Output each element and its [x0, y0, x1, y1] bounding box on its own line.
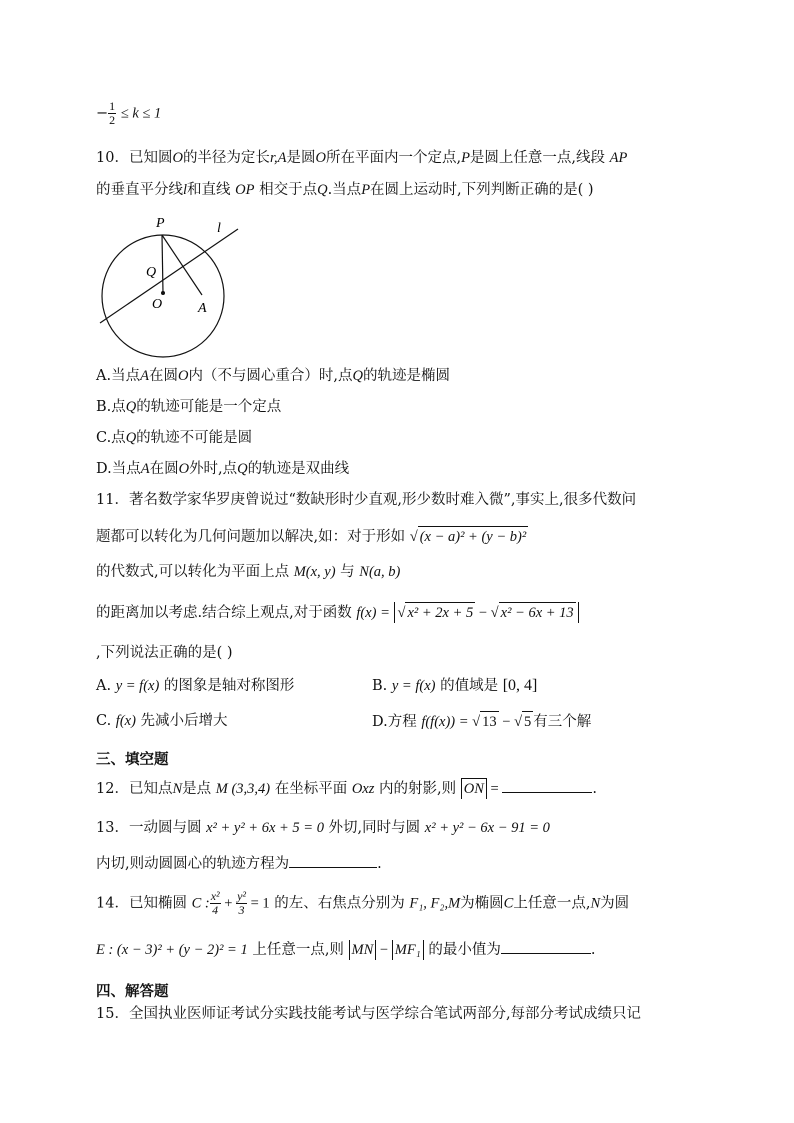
- text: 的轨迹不可能是圆: [136, 430, 253, 446]
- period: .: [592, 781, 597, 797]
- inequality: ≤ k ≤ 1: [120, 105, 162, 122]
- fraction-denominator: 3: [238, 903, 245, 917]
- function-f: f(x) =: [356, 605, 390, 621]
- var: O: [178, 461, 190, 477]
- equals-one: = 1: [247, 895, 270, 912]
- sqrt-5: 5: [522, 711, 533, 732]
- var: ,M: [444, 895, 461, 912]
- abs-MF1: MF₁: [392, 940, 424, 960]
- segment-OP: [162, 235, 163, 293]
- text: 的半径为定长: [182, 150, 270, 166]
- text: A.: [96, 678, 116, 694]
- text: 的轨迹是双曲线: [247, 461, 350, 477]
- var: A: [140, 461, 150, 477]
- text: 和直线: [187, 182, 236, 198]
- text: ,下列说法正确的是( ): [96, 645, 233, 661]
- var: r: [269, 150, 274, 166]
- var: O: [172, 150, 183, 166]
- plus: +: [220, 895, 237, 912]
- radical-sign: √: [490, 605, 499, 621]
- fraction-y: [236, 890, 247, 917]
- text: B.点: [96, 399, 126, 415]
- sqrt-a: x² + 2x + 5: [405, 602, 475, 623]
- text: 是圆上任意一点,线段: [469, 150, 610, 166]
- q10-option-b: [96, 397, 281, 417]
- math: y = f(x): [391, 678, 436, 694]
- text: 相交于点: [254, 182, 318, 198]
- text: D.方程: [372, 714, 422, 730]
- text: 内（不与圆心重合）时,点: [188, 368, 353, 384]
- radical-sign: √: [514, 714, 523, 730]
- center-point: [161, 291, 165, 295]
- line-l: [100, 229, 238, 323]
- math: f(x): [115, 713, 136, 729]
- text: 内切,则动圆圆心的轨迹方程为: [96, 856, 290, 872]
- point-M: M (3,3,4): [215, 781, 271, 797]
- fraction-numerator: y²: [237, 889, 246, 903]
- var: N: [172, 781, 183, 797]
- text: 的距离加以考虑.结合综上观点,对于函数: [96, 605, 357, 621]
- var: AP: [609, 150, 628, 166]
- fraction-denominator: 2: [109, 113, 116, 127]
- radical-sign: √: [409, 529, 418, 545]
- q15-line-1: [96, 1004, 641, 1024]
- radical-sign: √: [472, 714, 481, 730]
- circle-equation-1: x² + y² + 6x + 5 = 0: [206, 820, 324, 836]
- q11-option-b: [372, 676, 537, 696]
- text: 与: [335, 564, 360, 580]
- circle-equation-2: x² + y² − 6x − 91 = 0: [424, 820, 550, 836]
- text: 所在平面内一个定点,: [325, 150, 462, 166]
- q11-option-d: [372, 711, 591, 732]
- minus-sign: −: [475, 605, 491, 621]
- text: 的值域是: [435, 678, 503, 694]
- absolute-value: [394, 602, 578, 623]
- q11-line-2: [96, 526, 528, 547]
- text: 15．全国执业医师证考试分实践技能考试与医学综合笔试两部分,每部分考试成绩只记: [96, 1006, 642, 1022]
- text: 13．一动圆与圆: [96, 820, 207, 836]
- var: O: [315, 150, 326, 166]
- answer-blank[interactable]: [502, 792, 592, 793]
- sqrt-b: x² − 6x + 13: [499, 602, 576, 623]
- text: C.点: [96, 430, 126, 446]
- q13-line-2: [96, 854, 382, 874]
- text: 在圆上运动时,下列判断正确的是( ): [370, 182, 594, 198]
- minus-sign: −: [376, 942, 392, 958]
- text: 的垂直平分线: [96, 182, 183, 198]
- var: Q: [352, 368, 364, 384]
- label-P: P: [156, 216, 165, 231]
- text: 上任意一点,: [513, 895, 591, 912]
- q11-line-5: [96, 643, 233, 663]
- text: 题都可以转化为几何问题加以解决,如：对于形如: [96, 529, 410, 545]
- text: D.当点: [96, 461, 141, 477]
- var: P: [361, 182, 371, 198]
- math: y = f(x): [115, 678, 160, 694]
- var: Q: [237, 461, 248, 477]
- q10-option-c: [96, 428, 252, 448]
- period: .: [590, 942, 596, 958]
- text: 的左、右焦点分别为: [269, 895, 410, 912]
- fraction-x: [210, 890, 221, 917]
- q10-line-2: [96, 180, 594, 200]
- answer-blank[interactable]: [289, 867, 377, 868]
- fraction-numerator: x²: [210, 889, 220, 903]
- text: 11．著名数学家华罗庚曾说过“数缺形时少直观,形少数时难入微”,事实上,很多代数问: [96, 492, 637, 508]
- abs-MN: MN: [349, 940, 377, 960]
- var: Q: [125, 399, 137, 415]
- text: 的代数式,可以转化为平面上点: [96, 564, 294, 580]
- text: 10．已知圆: [96, 150, 173, 166]
- q11-line-3: [96, 562, 400, 582]
- text: 先减小后增大: [135, 713, 228, 729]
- q14-line-1: [96, 890, 629, 917]
- answer-blank[interactable]: [501, 953, 591, 954]
- point-N: N(a, b): [359, 564, 401, 580]
- text: 的最小值为: [423, 942, 501, 958]
- var: l: [183, 182, 188, 198]
- fraction: [108, 100, 116, 127]
- var: N: [590, 895, 601, 912]
- text: 为圆: [600, 895, 630, 912]
- text: 是点: [182, 781, 216, 797]
- section-heading-fill-in: 三、填空题: [96, 752, 169, 768]
- foci: F₁, F₂: [409, 895, 445, 912]
- radical-sign: √: [397, 605, 406, 621]
- text: .当点: [327, 182, 362, 198]
- q13-line-1: [96, 818, 550, 838]
- label-O: O: [152, 297, 163, 312]
- section-heading-solutions: 四、解答题: [96, 984, 169, 1000]
- label-Q: Q: [146, 265, 157, 280]
- math: f(f(x)) =: [421, 714, 473, 730]
- q10-option-a: [96, 366, 450, 386]
- fraction-numerator: 1: [109, 99, 116, 113]
- sqrt-13: 13: [480, 711, 499, 732]
- vector-ON: ON: [461, 778, 487, 799]
- var: A: [140, 368, 149, 384]
- label-l: l: [217, 221, 221, 236]
- circle-O: [102, 235, 224, 357]
- q14-line-2: [96, 940, 595, 960]
- sqrt-expression: (x − a)² + (y − b)²: [418, 526, 528, 547]
- text: 12．已知点: [96, 781, 173, 797]
- text: 有三个解: [533, 714, 592, 730]
- q11-option-a: [96, 676, 294, 696]
- circle-E: E : (x − 3)² + (y − 2)² = 1: [96, 942, 248, 958]
- text: 外时,点: [189, 461, 238, 477]
- plane: Oxz: [351, 781, 375, 797]
- text: 内的射影,则: [374, 781, 461, 797]
- q11-line-1: [96, 490, 636, 510]
- var: ,A: [273, 150, 287, 166]
- equals: =: [486, 781, 503, 797]
- text: 在坐标平面: [270, 781, 352, 797]
- period: .: [377, 856, 382, 872]
- label-A: A: [198, 301, 207, 316]
- point-M: M(x, y): [293, 564, 336, 580]
- text: 在圆: [148, 368, 178, 384]
- circle-figure: [90, 210, 250, 360]
- text: A.当点: [96, 368, 141, 384]
- q11-option-c: [96, 711, 228, 731]
- var: C: [503, 895, 514, 912]
- range: [0, 4]: [502, 677, 538, 694]
- ellipse-C: C :: [191, 895, 210, 912]
- minus-sign: −: [96, 105, 109, 122]
- text: 为椭圆: [460, 895, 504, 912]
- minus-sign: −: [498, 714, 515, 730]
- text: 的轨迹是椭圆: [363, 368, 451, 384]
- text: 是圆: [286, 150, 316, 166]
- var: Q: [317, 182, 328, 198]
- text: B.: [372, 678, 392, 694]
- fraction-denominator: 4: [212, 903, 219, 917]
- q11-line-4: [96, 602, 579, 623]
- q10-option-d: [96, 459, 349, 479]
- text: 外切,同时与圆: [323, 820, 425, 836]
- var: P: [461, 150, 470, 166]
- text: 在圆: [149, 461, 179, 477]
- var: OP: [235, 182, 255, 198]
- text: 上任意一点,则: [247, 942, 349, 958]
- var: Q: [125, 430, 137, 446]
- q10-line-1: [96, 148, 627, 168]
- q12: [96, 778, 597, 799]
- q9-answer-tail: [96, 100, 161, 127]
- text: C.: [96, 713, 116, 729]
- text: 14．已知椭圆: [96, 895, 192, 912]
- text: 的轨迹可能是一个定点: [136, 399, 282, 415]
- var: O: [177, 368, 189, 384]
- text: 的图象是轴对称图形: [159, 678, 295, 694]
